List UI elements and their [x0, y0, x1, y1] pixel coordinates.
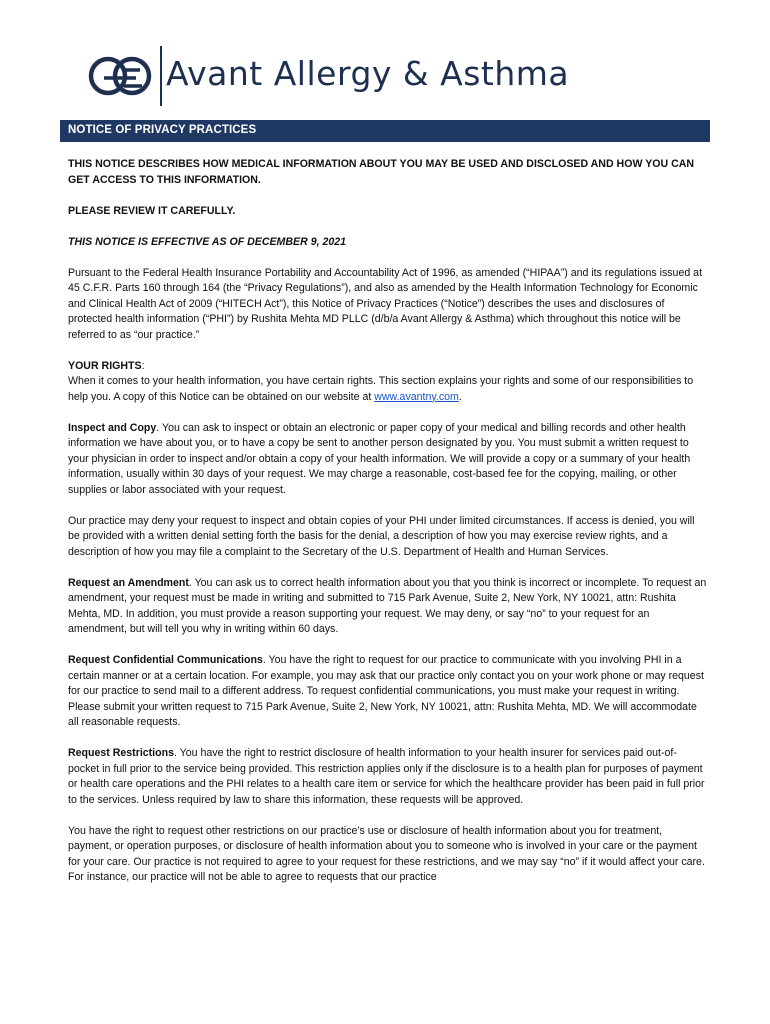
pursuant-paragraph: Pursuant to the Federal Health Insurance Portability and Accountability Act of 1996, as amended (“HIPAA”) and its regulations issued at 45 C.F.R. Parts 160 through 164 (the “Privacy Regulations”), and also as amended by the Health Information Technology for Economic and Clinical Health Act of 2009 (“HITECH Act”), this Notice of Privacy Practices (“Notice”) describes the uses and disclosures of protected health information (“PHI”) by Rushita Mehta MD PLLC (d/b/a Avant Allergy & Asthma) which throughout this notice will be referred to as “our practice.”: [68, 266, 703, 341]
inspect-copy-paragraph: [68, 421, 708, 499]
notice-title-bar: [60, 120, 710, 142]
avant-monogram-icon: [88, 44, 154, 108]
your-rights-heading: YOUR RIGHTS: [68, 359, 142, 372]
notice-body: [68, 157, 708, 886]
inspect-copy-heading: Inspect and Copy: [68, 421, 157, 434]
your-rights-section: [68, 359, 708, 406]
website-link[interactable]: www.avantny.com: [374, 390, 459, 403]
notice-title: NOTICE OF PRIVACY PRACTICES: [68, 124, 257, 136]
brand-name: Avant Allergy & Asthma: [166, 54, 570, 93]
restrictions-paragraph: [68, 746, 708, 808]
sentence-end: .: [458, 390, 462, 403]
brand-logo: [88, 44, 688, 108]
amendment-text: . You can ask us to correct health information about you that you think is incorrect or incomplete. To request an amendment, your request must be made in writing and submitted to 715 Park Avenue, Suite 2, New York, NY 10021, attn: Rushita Mehta, MD. In addition, you must provide a reason supporting your request. We may deny, or say “no” to your request for an amendment, but will tell you why in writing within 60 days.: [68, 576, 707, 635]
confidential-paragraph: [68, 653, 708, 731]
deny-paragraph: Our practice may deny your request to inspect and obtain copies of your PHI under limited circumstances. If access is denied, you will be provided with a written denial setting forth the basis for the denial, a description of how you may exercise review rights, and a description of how you may file a complaint to the Secretary of the U.S. Department of Health and Human Services.: [68, 514, 695, 558]
other-restrictions-paragraph: You have the right to request other restrictions on our practice’s use or disclosure of health information about you for treatment, payment, or operation purposes, or disclosure of health information about you to someone who is involved in your care or the payment for your care. Our practice is not required to agree to your request for these restrictions, and we may say “no” if it would affect your care. For instance, our practice will not be able to agree to requests that our practice: [68, 824, 705, 883]
review-instruction: PLEASE REVIEW IT CAREFULLY.: [68, 204, 236, 217]
confidential-text: . You have the right to request for our practice to communicate with you involving PHI in a certain manner or at a certain location. For example, you may ask that our practice only contact you on your work phone or may request for our practice to send mail to a different address. To request confidential communications, you must make your request in writing. Please submit your written request to 715 Park Avenue, Suite 2, New York, NY 10021, attn: Rushita Mehta, MD. We will accommodate all reasonable requests.: [68, 654, 704, 728]
notice-description: THIS NOTICE DESCRIBES HOW MEDICAL INFORMATION ABOUT YOU MAY BE USED AND DISCLOSED AND HOW YOU CAN GET ACCESS TO THIS INFORMATION.: [68, 158, 695, 186]
logo-divider: [160, 46, 162, 106]
effective-date: THIS NOTICE IS EFFECTIVE AS OF DECEMBER 9, 2021: [68, 235, 347, 248]
restrictions-text: . You have the right to restrict disclosure of health information to your health insurer for services paid out-of-pocket in full prior to the service being provided. This restriction applies only if the disclosure is to a health plan for purposes of payment or health care operations and the PHI relates to a health care item or service for which the healthcare provider has been paid in full prior to the services. Unless required by law to share this information, these requests will be approved.: [68, 747, 705, 806]
confidential-heading: Request Confidential Communications: [68, 654, 263, 666]
restrictions-heading: Request Restrictions: [68, 747, 174, 759]
your-rights-intro: When it comes to your health information, you have certain rights. This section explains your rights and some of our responsibilities to help you. A copy of this Notice can be obtained on our website at: [68, 375, 694, 403]
inspect-copy-text: . You can ask to inspect or obtain an electronic or paper copy of your medical and billing records and other health information we have about you, or to have a copy be sent to another person designated by you. You must submit a written request to your physician in order to inspect and/or obtain a copy of your health information. We will provide a copy or a summary of your health information, usually within 30 days of your request. We may charge a reasonable, cost-based fee for the copying, mailing, or other supplies or labor associated with your request.: [68, 421, 691, 496]
amendment-paragraph: [68, 576, 708, 638]
amendment-heading: Request an Amendment: [68, 576, 189, 589]
heading-colon: :: [141, 359, 145, 372]
